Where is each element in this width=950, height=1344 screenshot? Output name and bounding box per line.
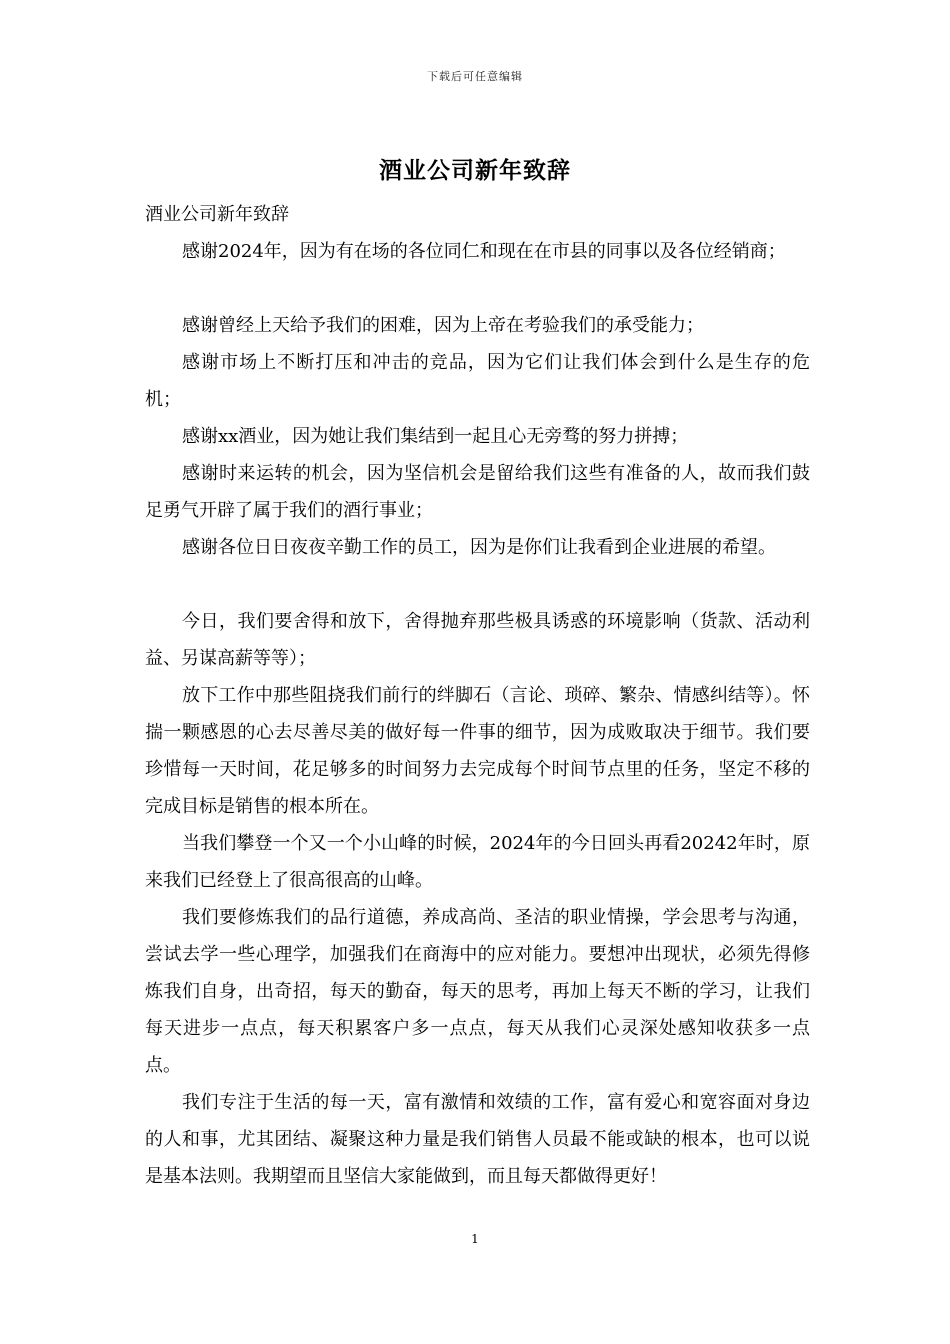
paragraph-3: 感谢市场上不断打压和冲击的竞品，因为它们让我们体会到什么是生存的危机； [145,352,810,410]
document-body [145,196,810,1195]
page-number: 1 [471,1232,479,1246]
paragraph-1: 感谢2024年，因为有在场的各位同仁和现在在市县的同事以及各位经销商； [182,241,786,262]
paragraph-11: 我们专注于生活的每一天，富有激情和效绩的工作，富有爱心和宽容面对身边的人和事，尤其团结、凝聚这种力量是我们销售人员最不能或缺的根本，也可以说是基本法则。我期望而且坚信大家能做到，而且每天都做得更好！ [145,1092,810,1187]
paragraph-2: 感谢曾经上天给予我们的困难，因为上帝在考验我们的承受能力； [182,315,704,336]
paragraph-6: 感谢各位日日夜夜辛勤工作的员工，因为是你们让我看到企业进展的希望。 [182,537,776,558]
paragraph-7: 今日，我们要舍得和放下，舍得抛弃那些极具诱惑的环境影响（货款、活动利益、另谋高薪等等）； [145,611,810,669]
paragraph-5: 感谢时来运转的机会，因为坚信机会是留给我们这些有准备的人，故而我们鼓足勇气开辟了属于我们的酒行事业； [145,463,810,521]
header-note: 下载后可任意编辑 [427,70,523,83]
subtitle-line: 酒业公司新年致辞 [145,204,289,225]
paragraph-9: 当我们攀登一个又一个小山峰的时候，2024年的今日回头再看20242年时，原来我们已经登上了很高很高的山峰。 [145,833,810,891]
document-title: 酒业公司新年致辞 [379,157,571,184]
paragraph-8: 放下工作中那些阻挠我们前行的绊脚石（言论、琐碎、繁杂、情感纠结等）。怀揣一颗感恩的心去尽善尽美的做好每一件事的细节，因为成败取决于细节。我们要珍惜每一天时间，花足够多的时间努力去完成每个时间节点里的任务，坚定不移的完成目标是销售的根本所在。 [145,685,810,817]
paragraph-10: 我们要修炼我们的品行道德，养成高尚、圣洁的职业情操，学会思考与沟通，尝试去学一些心理学，加强我们在商海中的应对能力。要想冲出现状，必须先得修炼我们自身，出奇招，每天的勤奋，每天的思考，再加上每天不断的学习，让我们每天进步一点点，每天积累客户多一点点，每天从我们心灵深处感知收获多一点点。 [145,907,810,1076]
paragraph-4: 感谢xx酒业，因为她让我们集结到一起且心无旁骛的努力拼搏； [182,426,689,447]
